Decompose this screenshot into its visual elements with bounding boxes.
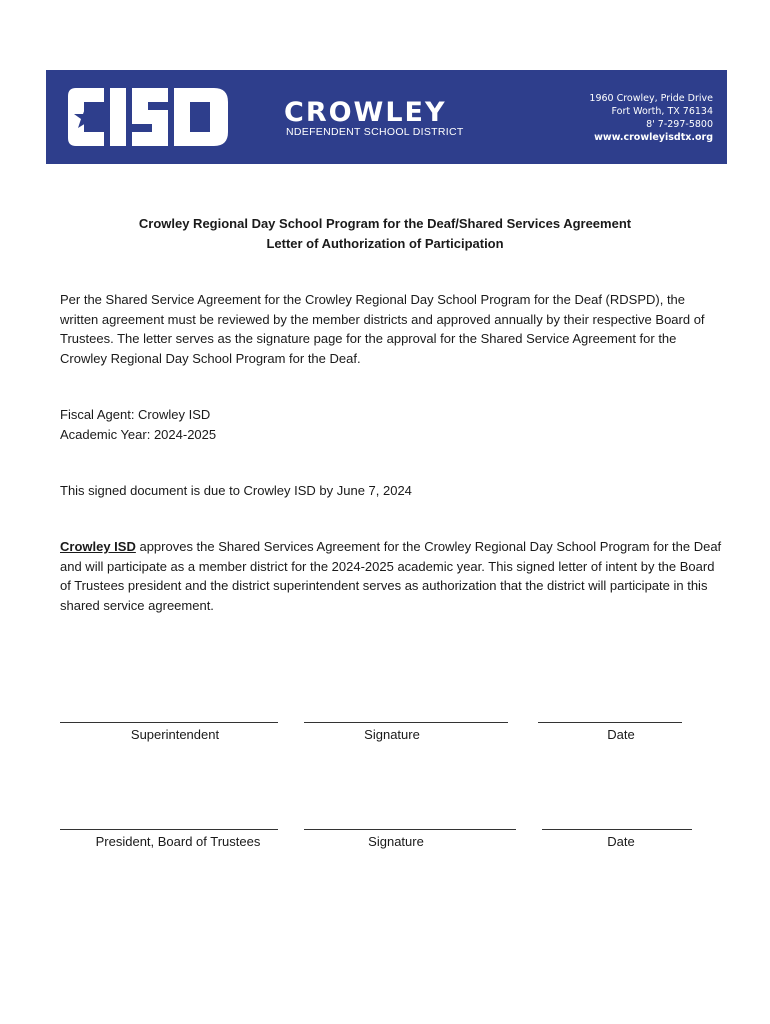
signature-label-1: Signature xyxy=(364,727,420,742)
crowley-isd-logo xyxy=(64,82,232,152)
due-notice: This signed document is due to Crowley ISD by June 7, 2024 xyxy=(60,483,412,498)
date-line-2[interactable] xyxy=(542,829,692,830)
intro-paragraph: Per the Shared Service Agreement for the Crowley Regional Day School Program for the Deaf (RDSPD), the written agreement must be reviewed by the member districts and approved annually by their respective Board of Trustees. The letter serves as the signature page for the approval for the Shared Service Agreement for the Crowley Regional Day School Program for the Deaf. xyxy=(60,292,705,366)
district-subtitle: NDEFENDENT SCHOOL DISTRICT xyxy=(286,126,464,138)
phone-number: 8' 7-297-5800 xyxy=(646,119,713,130)
district-name: CROWLEY xyxy=(284,97,447,128)
signature-line-2[interactable] xyxy=(304,829,516,830)
superintendent-label: Superintendent xyxy=(130,727,220,742)
district-address xyxy=(589,92,713,144)
website-link[interactable]: www.crowleyisdtx.org xyxy=(594,132,713,143)
document-subtitle: Letter of Authorization of Participation xyxy=(266,236,504,251)
document-title: Crowley Regional Day School Program for the Deaf/Shared Services Agreement xyxy=(138,216,632,231)
date-line-1[interactable] xyxy=(538,722,682,723)
academic-year: Academic Year: 2024-2025 xyxy=(60,427,217,442)
address-line-1: 1960 Crowley, Pride Drive xyxy=(589,93,713,104)
superintendent-line[interactable] xyxy=(60,722,278,723)
approval-text: approves the Shared Services Agreement for the Crowley Regional Day School Program for the Deaf and will participate as a member district for the 2024-2025 academic year. This signed letter of intent by the Board of Trustees president and the district superintendent serves as authorization that the district will participate in this shared service agreement. xyxy=(60,539,722,613)
signature-label-2: Signature xyxy=(368,834,424,849)
signature-line-1[interactable] xyxy=(304,722,508,723)
date-label-2: Date xyxy=(607,834,635,849)
date-label-1: Date xyxy=(607,727,635,742)
approval-paragraph xyxy=(60,537,722,615)
president-label: President, Board of Trustees xyxy=(95,834,261,849)
approval-district: Crowley ISD xyxy=(60,539,136,554)
address-line-2: Fort Worth, TX 76134 xyxy=(611,106,713,117)
fiscal-agent: Fiscal Agent: Crowley ISD xyxy=(60,407,211,422)
president-line[interactable] xyxy=(60,829,278,830)
letterhead-banner xyxy=(46,70,727,164)
